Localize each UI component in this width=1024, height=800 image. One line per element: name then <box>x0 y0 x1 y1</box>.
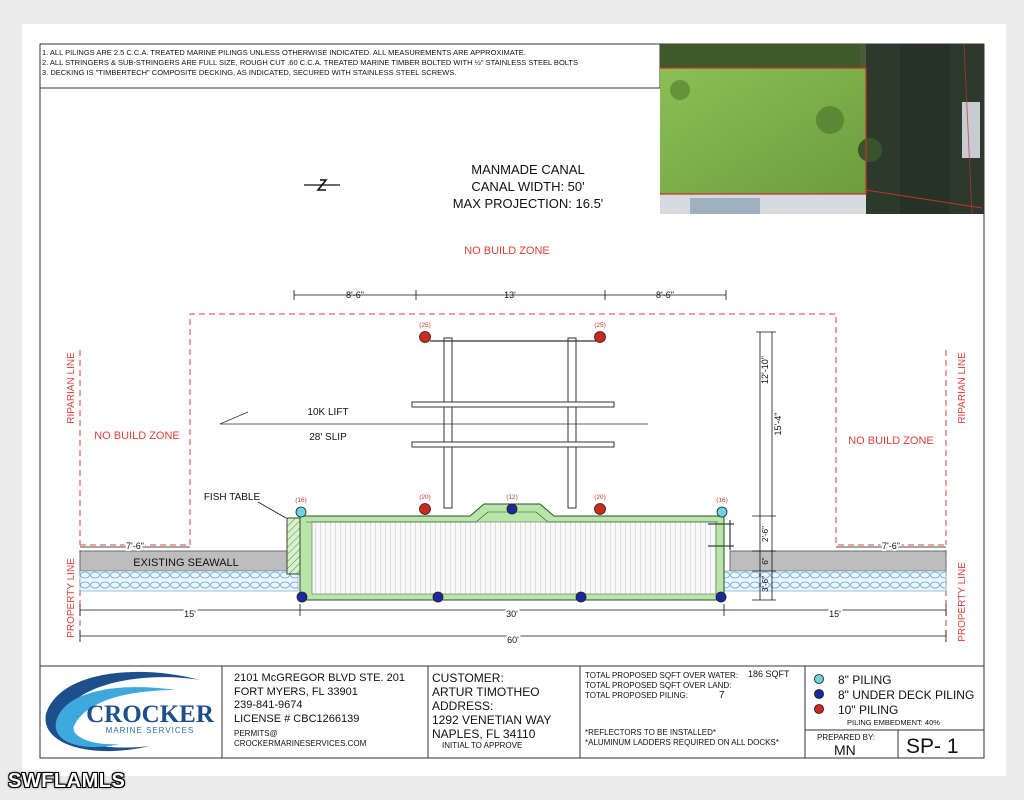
company-address2: FORT MYERS, FL 33901 <box>234 685 358 698</box>
note-2: 2. ALL STRINGERS & SUB-STRINGERS ARE FULL SIZE, ROUGH CUT .60 C.C.A. TREATED MARINE TIMBER BOLTED WITH ½" STAINLESS STEEL BOLTS <box>42 58 578 67</box>
company-address1: 2101 McGREGOR BLVD STE. 201 <box>234 672 405 684</box>
piling-under-deck <box>716 592 726 602</box>
water-label: TOTAL PROPOSED SQFT OVER WATER: <box>585 671 739 680</box>
piling-10in <box>595 504 606 515</box>
company-phone: 239-841-9674 <box>234 699 303 711</box>
ladders-note: *ALUMINUM LADDERS REQUIRED ON ALL DOCKS* <box>585 738 779 747</box>
general-notes <box>42 48 654 78</box>
legend-8in-piling: 8" PILING <box>838 673 892 687</box>
riparian-line-right-label: RIPARIAN LINE <box>957 352 968 424</box>
legend-under-deck-swatch <box>815 690 824 699</box>
dim-top-right: 8'-6" <box>656 290 674 300</box>
piling-8in <box>717 507 727 517</box>
north-arrow <box>304 180 340 190</box>
piling-value: 7 <box>719 690 725 701</box>
piling-size-label: (20) <box>419 494 431 501</box>
dim-v-outer: 15'-4" <box>773 412 783 436</box>
piling-label: TOTAL PROPOSED PILING: <box>585 691 688 700</box>
piling-8in <box>296 507 306 517</box>
legend-10in-piling: 10" PILING <box>838 703 899 717</box>
note-3: 3. DECKING IS "TIMBERTECH" COMPOSITE DECKING, AS INDICATED, SECURED WITH STAINLESS STEEL SCREWS. <box>42 68 457 77</box>
company-license: LICENSE # CBC1266139 <box>234 712 360 725</box>
no-build-zone-top: NO BUILD ZONE <box>464 245 550 257</box>
boat-lift <box>220 338 648 508</box>
piling-size-label: (25) <box>419 322 431 329</box>
property-line-left-label: PROPERTY LINE <box>66 558 77 638</box>
piling-10in <box>420 504 431 515</box>
water-value: 186 SQFT <box>748 669 790 679</box>
no-build-zone-left: NO BUILD ZONE <box>94 430 180 442</box>
property-line-right-label: PROPERTY LINE <box>957 562 968 642</box>
sheet-id: SP- 1 <box>906 735 959 758</box>
dim-bottom-mid: 30' <box>506 609 518 619</box>
riparian-line-left-label: RIPARIAN LINE <box>66 352 77 424</box>
piling-under-deck <box>576 592 586 602</box>
project-totals <box>585 671 803 748</box>
dim-right-setback: 7'-6" <box>882 541 900 551</box>
lift-label: 10K LIFT <box>307 407 349 418</box>
legend-10in-piling-swatch <box>815 705 824 714</box>
customer-address-label: ADDRESS: <box>432 699 494 713</box>
piling-size-label: (12) <box>506 494 518 501</box>
piling-10in <box>595 332 606 343</box>
dim-v-land: 3'-6" <box>761 576 770 592</box>
company-email-1: PERMITS@ <box>234 729 278 738</box>
customer-info <box>432 671 551 751</box>
company-email-2: CROCKERMARINESERVICES.COM <box>234 739 367 748</box>
piling-size-label: (20) <box>594 494 606 501</box>
slip-label: 28' SLIP <box>309 432 347 443</box>
riprap-right <box>724 571 946 591</box>
aerial-photo <box>660 44 984 214</box>
customer-name: ARTUR TIMOTHEO <box>432 685 540 699</box>
legend-under-deck-piling: 8" UNDER DECK PILING <box>838 688 975 702</box>
dim-v-inner: 12'-10" <box>760 356 770 384</box>
customer-heading: CUSTOMER: <box>432 671 504 685</box>
fish-table-leader <box>258 502 286 518</box>
prepared-by-label: PREPARED BY: <box>817 733 876 742</box>
canal-width: CANAL WIDTH: 50' <box>471 179 585 194</box>
dim-top-mid: 13' <box>504 290 516 300</box>
seawall-label: EXISTING SEAWALL <box>133 557 239 569</box>
dim-left-setback: 7'-6" <box>126 541 144 551</box>
initial-to-approve: INITIAL TO APPROVE <box>442 741 523 750</box>
customer-city: NAPLES, FL 34110 <box>432 727 536 741</box>
fish-table-label: FISH TABLE <box>203 492 261 503</box>
company-logo-name: CROCKER <box>86 701 214 728</box>
piling-size-label: (16) <box>716 497 728 504</box>
dim-top-left: 8'-6" <box>346 290 364 300</box>
mls-watermark: SWFLAMLS <box>8 770 126 792</box>
prepared-by-value: MN <box>834 742 856 758</box>
piling-10in <box>420 332 431 343</box>
dim-bottom-right: 15' <box>829 609 841 619</box>
piling-under-deck <box>433 592 443 602</box>
legend-8in-piling-swatch <box>815 675 824 684</box>
piling-under-deck <box>297 592 307 602</box>
company-logo-sub: MARINE SERVICES <box>105 726 195 735</box>
dim-overall: 60' <box>507 635 519 645</box>
piling-embedment: PILING EMBEDMENT: 40% <box>847 718 940 727</box>
piling-under-deck <box>507 504 517 514</box>
piling-size-label: (25) <box>594 322 606 329</box>
customer-street: 1292 VENETIAN WAY <box>432 713 552 727</box>
reflectors-note: *REFLECTORS TO BE INSTALLED* <box>585 728 717 737</box>
note-1: 1. ALL PILINGS ARE 2.5 C.C.A. TREATED MARINE PILINGS UNLESS OTHERWISE INDICATED. ALL MEASUREMENTS ARE APPROXIMATE. <box>42 48 526 57</box>
land-label: TOTAL PROPOSED SQFT OVER LAND: <box>585 681 732 690</box>
canal-type: MANMADE CANAL <box>471 162 585 177</box>
riprap-left <box>80 571 298 591</box>
dock <box>300 504 724 600</box>
piling-size-label: (16) <box>295 497 307 504</box>
no-build-zone-right: NO BUILD ZONE <box>848 435 934 447</box>
dim-v-dock: 2'-6" <box>761 526 770 542</box>
company-info <box>234 672 405 749</box>
max-projection: MAX PROJECTION: 16.5' <box>452 196 604 211</box>
dim-v-wall: 6" <box>761 557 770 565</box>
piling-legend <box>838 673 974 718</box>
dim-bottom-left: 15' <box>184 609 196 619</box>
